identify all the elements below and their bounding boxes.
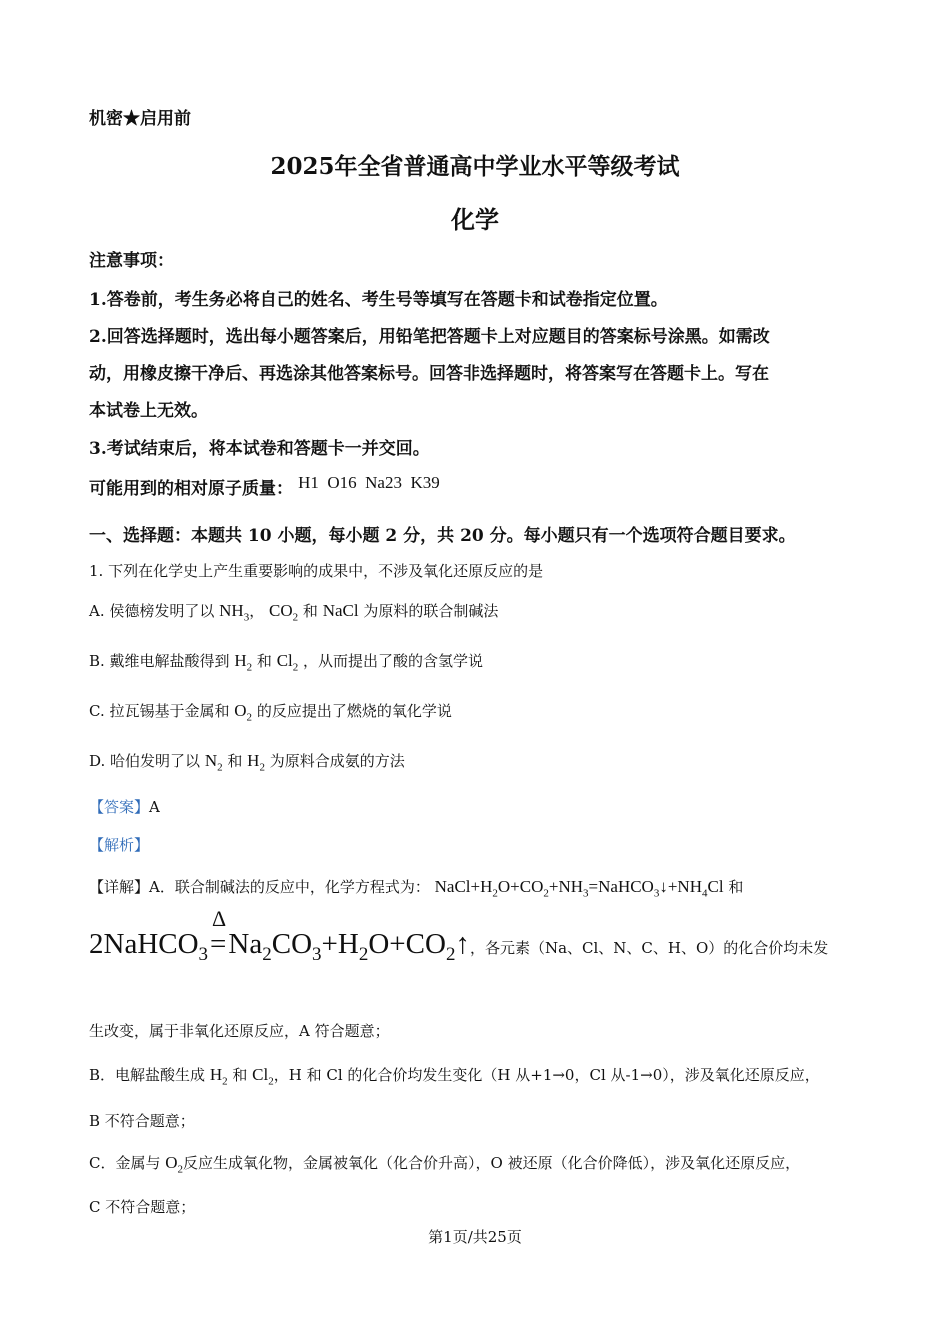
- answer-label: 【答案】: [89, 798, 150, 816]
- detail-b-pre: B．电解盐酸生成: [89, 1066, 206, 1084]
- option-a: [89, 600, 864, 623]
- detail-intro: A．联合制碱法的反应中，化学方程式为：: [149, 878, 430, 896]
- option-c-post: 的反应提出了燃烧的氧化学说: [256, 702, 452, 720]
- formula-o2: $O_2$: [234, 701, 253, 724]
- detail-b-mid: 和: [232, 1066, 248, 1084]
- detail-line-b: [89, 1064, 864, 1087]
- formula-co2: $CO_2$: [269, 601, 299, 624]
- notice-heading: 注意事项：: [89, 251, 174, 271]
- formula-h2-b: $H_2$: [209, 1065, 228, 1088]
- equation-1: $NaCl+H_2O+CO_2+NH_3=NaHCO_3↓+NH_4Cl$: [434, 877, 724, 900]
- question-1-stem: 1. 下列在化学史上产生重要影响的成果中，不涉及氧化还原反应的是: [89, 562, 544, 580]
- option-a-post: 为原料的联合制碱法: [363, 602, 499, 620]
- section-1-heading: 一、选择题：本题共 10 小题，每小题 2 分，共 20 分。每小题只有一个选项符合题目要求。: [89, 526, 796, 546]
- detail-b-post: ，H 和 Cl 的化合价均发生变化（H 从+1→0，Cl 从-1→0），涉及氧化还原反应，: [273, 1066, 820, 1084]
- formula-cl2-b: $Cl_2$: [252, 1065, 274, 1088]
- heat-symbol: Δ =: [210, 906, 227, 960]
- formula-n2: $N_2$: [204, 751, 223, 774]
- detail-c-pre: C．金属与: [89, 1154, 161, 1172]
- option-a-sep: ，: [249, 602, 265, 620]
- option-b: [89, 650, 864, 673]
- formula-o2-c: $O_2$: [165, 1153, 184, 1176]
- option-c-pre: C. 拉瓦锡基于金属和: [89, 702, 230, 720]
- confidential-label: 机密★启用前: [89, 109, 191, 129]
- atomic-mass-values: H1 O16 Na23 K39: [298, 473, 440, 492]
- option-d-post: 为原料合成氨的方法: [269, 752, 405, 770]
- detail-line-b-end: B 不符合题意；: [89, 1112, 195, 1130]
- option-b-pre: B. 戴维电解盐酸得到: [89, 652, 230, 670]
- subject-title: 化学: [451, 205, 499, 234]
- formula-h2-d: $H_2$: [247, 751, 265, 774]
- formula-nh3: $NH_3$: [219, 601, 250, 624]
- formula-cl2: $Cl_2$: [276, 651, 299, 674]
- option-b-post: ，从而提出了酸的含氢学说: [303, 652, 484, 670]
- option-a-pre: A. 侯德榜发明了以: [89, 602, 215, 620]
- detail-line-1: [89, 876, 864, 899]
- formula-h2: $H_2$: [234, 651, 253, 674]
- equation-2: 2NaHCO$_3$ Δ $=Na_2CO_3+H_2O+CO_2↑$，各元素（Na、Cl、N、C、H、O）的化合价均未发: [89, 906, 829, 965]
- notice-item-2-line-1: 2.回答选择题时，选出每小题答案后，用铅笔把答题卡上对应题目的答案标号涂黑。如需改: [89, 327, 770, 347]
- notice-item-1: 1.答卷前，考生务必将自己的姓名、考生号等填写在答题卡和试卷指定位置。: [89, 290, 668, 310]
- option-b-mid: 和: [256, 652, 272, 670]
- detail-c-post: 反应生成氧化物，金属被氧化（化合价升高），O 被还原（化合价降低），涉及氧化还原反应，: [183, 1154, 801, 1172]
- equation-2-tail: ，各元素（Na、Cl、N、C、H、O）的化合价均未发: [469, 939, 829, 957]
- atomic-mass-line: [89, 474, 864, 499]
- equation-1-and: 和: [728, 878, 744, 896]
- page-number: 第1页/共25页: [428, 1228, 522, 1246]
- answer-value: A: [149, 798, 160, 816]
- detail-label: 【详解】: [89, 878, 150, 896]
- detail-line-c: [89, 1152, 864, 1175]
- option-a-mid: 和: [302, 602, 318, 620]
- atomic-mass-label: 可能用到的相对原子质量：: [89, 479, 293, 499]
- notice-item-2-line-2: 动，用橡皮擦干净后、再选涂其他答案标号。回答非选择题时，将答案写在答题卡上。写在: [89, 364, 769, 384]
- detail-line-a-end: 生改变，属于非氧化还原反应，A 符合题意；: [89, 1022, 390, 1040]
- option-c: [89, 700, 864, 723]
- option-d-pre: D. 哈伯发明了以: [89, 752, 201, 770]
- analysis-label: 【解析】: [89, 836, 150, 854]
- exam-title: 2025年全省普通高中学业水平等级考试: [270, 153, 680, 180]
- answer-line: [89, 796, 864, 817]
- option-d: [89, 750, 864, 773]
- detail-line-c-end: C 不符合题意；: [89, 1198, 196, 1216]
- option-d-mid: 和: [227, 752, 243, 770]
- notice-item-3: 3.考试结束后，将本试卷和答题卡一并交回。: [89, 439, 430, 459]
- notice-item-2-line-3: 本试卷上无效。: [89, 401, 208, 421]
- formula-nacl: NaCl: [322, 601, 359, 620]
